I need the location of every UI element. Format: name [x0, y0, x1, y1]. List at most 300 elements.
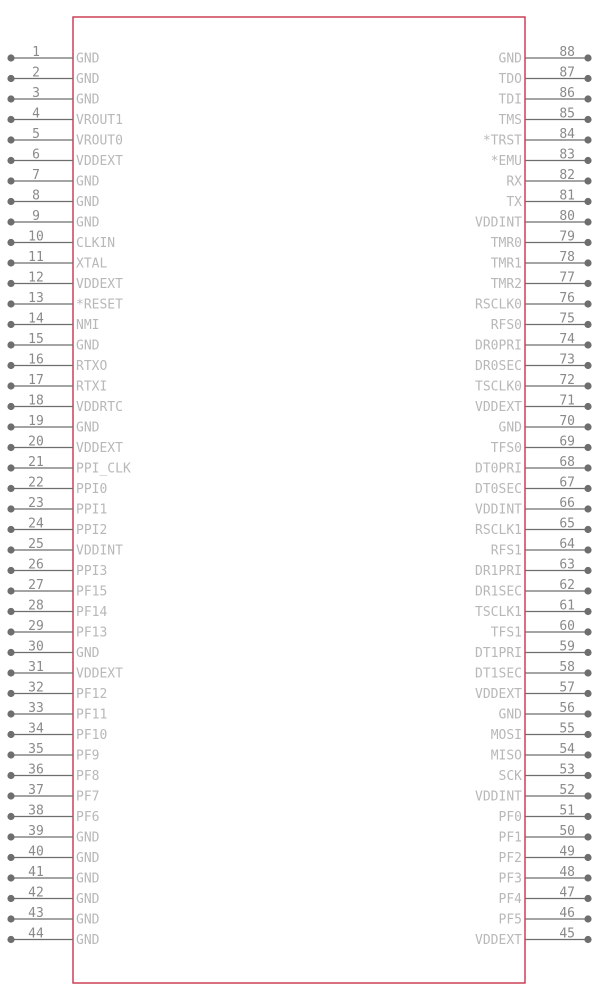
pin-name: TMS [498, 113, 522, 128]
left-pin [7, 373, 107, 395]
pin-name: PPI1 [76, 502, 108, 518]
left-pin [7, 701, 107, 723]
pin-number: 57 [559, 680, 575, 696]
pin-number: 58 [559, 660, 575, 675]
left-pin [7, 189, 99, 211]
pin-number: 10 [28, 229, 44, 245]
pin-end-dot [584, 485, 591, 492]
pin-end-dot [7, 218, 14, 225]
pin-number: 69 [559, 434, 575, 450]
left-pin [7, 455, 131, 477]
left-pin [7, 783, 99, 805]
pin-number: 43 [28, 906, 44, 921]
right-pin [475, 455, 592, 477]
pin-number: 52 [559, 783, 575, 798]
pin-end-dot [7, 731, 14, 738]
pin-name: TMR2 [490, 277, 522, 292]
pin-name: PF7 [76, 789, 100, 805]
left-pin [7, 209, 99, 231]
ic-body-outline [73, 17, 525, 983]
pin-end-dot [7, 792, 14, 799]
pin-end-dot [7, 772, 14, 779]
pin-end-dot [584, 526, 591, 533]
pin-end-dot [584, 710, 591, 717]
right-pin [499, 886, 592, 908]
pin-number: 13 [28, 291, 44, 306]
left-pin-column [7, 45, 131, 948]
pin-name: GND [76, 51, 100, 67]
pin-end-dot [7, 321, 14, 328]
right-pin [506, 189, 591, 211]
right-pin [475, 209, 592, 231]
pin-number: 80 [559, 209, 575, 224]
pin-name: *EMU [490, 154, 522, 169]
pin-end-dot [7, 649, 14, 656]
pin-number: 8 [32, 188, 40, 204]
pin-number: 33 [28, 701, 44, 716]
pin-number: 45 [559, 926, 575, 942]
pin-number: 22 [28, 475, 44, 491]
pin-name: GND [76, 92, 100, 108]
pin-name: MISO [490, 748, 522, 764]
pin-number: 86 [559, 86, 575, 101]
pin-end-dot [584, 813, 591, 820]
pin-end-dot [584, 505, 591, 512]
pin-name: VROUT0 [76, 133, 123, 149]
pin-end-dot [584, 95, 591, 102]
pin-end-dot [584, 854, 591, 861]
right-pin [475, 332, 592, 354]
pin-name: GND [76, 851, 100, 866]
pin-end-dot [584, 157, 591, 164]
pin-end-dot [7, 177, 14, 184]
pin-name: GND [76, 871, 100, 887]
left-pin [7, 435, 123, 457]
right-pin [499, 804, 592, 826]
pin-end-dot [584, 382, 591, 389]
pin-name: RSCLK0 [475, 297, 522, 313]
pin-name: GND [498, 707, 522, 723]
pin-number: 7 [32, 168, 40, 183]
pin-number: 79 [559, 229, 575, 245]
pin-end-dot [7, 813, 14, 820]
pin-name: DR1PRI [475, 564, 522, 579]
pin-end-dot [584, 792, 591, 799]
right-pin [491, 742, 592, 764]
right-pin [475, 660, 592, 682]
pin-name: DR0PRI [475, 338, 522, 354]
right-pin [475, 681, 592, 703]
left-pin [7, 660, 123, 682]
pin-number: 64 [559, 537, 575, 552]
right-pin [475, 517, 592, 539]
pin-name: PF13 [76, 625, 108, 641]
pin-number: 39 [28, 824, 44, 839]
pin-name: GND [76, 338, 100, 354]
right-pin [491, 435, 592, 457]
pin-name: VROUT1 [76, 113, 123, 128]
pin-number: 40 [28, 844, 44, 860]
pin-number: 35 [28, 742, 44, 757]
left-pin [7, 332, 99, 354]
pin-name: GND [498, 420, 522, 436]
right-pin [491, 312, 592, 334]
pin-name: GND [498, 51, 522, 67]
pin-end-dot [584, 874, 591, 881]
pin-end-dot [7, 444, 14, 451]
left-pin [7, 722, 107, 744]
pin-number: 65 [559, 516, 575, 532]
pin-name: PF10 [76, 728, 108, 743]
pin-end-dot [584, 116, 591, 123]
pin-name: TSCLK1 [475, 605, 522, 620]
pin-end-dot [7, 608, 14, 615]
right-pin [475, 783, 592, 805]
pin-number: 25 [28, 537, 44, 552]
left-pin [7, 312, 99, 334]
pin-number: 76 [559, 291, 575, 306]
left-pin [7, 537, 123, 559]
right-pin [499, 763, 592, 785]
pin-end-dot [7, 690, 14, 697]
pin-number: 84 [559, 127, 575, 142]
pin-name: PF11 [76, 707, 108, 723]
right-pin [499, 701, 592, 723]
left-pin [7, 496, 107, 518]
pin-end-dot [7, 259, 14, 266]
right-pin [491, 722, 592, 744]
pin-name: PPI0 [76, 482, 108, 497]
pin-number: 36 [28, 762, 44, 778]
pin-end-dot [584, 690, 591, 697]
pin-number: 26 [28, 557, 44, 573]
left-pin [7, 66, 99, 88]
pin-number: 75 [559, 311, 575, 327]
pin-name: PF15 [76, 584, 108, 600]
right-pin [499, 45, 592, 67]
right-pin [506, 168, 591, 190]
pin-name: PF3 [498, 871, 522, 887]
left-pin [7, 148, 123, 170]
pin-number: 2 [32, 65, 40, 81]
pin-end-dot [7, 505, 14, 512]
pin-end-dot [7, 710, 14, 717]
right-pin [475, 496, 592, 518]
left-pin [7, 742, 99, 764]
pin-number: 74 [559, 332, 575, 347]
pin-name: VDDEXT [76, 154, 123, 169]
pin-end-dot [584, 75, 591, 82]
pin-end-dot [584, 731, 591, 738]
pin-name: TFS1 [490, 625, 522, 641]
right-pin [499, 865, 592, 887]
right-pin [499, 414, 592, 436]
pin-name: XTAL [76, 256, 108, 272]
pin-number: 81 [559, 188, 575, 204]
right-pin [475, 373, 592, 395]
pin-number: 29 [28, 619, 44, 634]
right-pin [475, 291, 592, 313]
pin-name: VDDINT [475, 502, 522, 518]
pin-name: TX [506, 195, 522, 210]
left-pin [7, 271, 123, 293]
pin-number: 67 [559, 475, 575, 491]
pin-number: 20 [28, 434, 44, 450]
pin-number: 23 [28, 496, 44, 511]
pin-end-dot [584, 259, 591, 266]
pin-name: PF5 [498, 912, 522, 928]
pin-end-dot [584, 362, 591, 369]
pin-end-dot [584, 321, 591, 328]
pin-number: 63 [559, 557, 575, 573]
pin-name: DT0PRI [475, 461, 522, 477]
pin-number: 41 [28, 865, 44, 880]
pin-number: 34 [28, 721, 44, 737]
pin-number: 46 [559, 906, 575, 921]
pin-name: VDDEXT [475, 687, 522, 702]
pin-number: 73 [559, 352, 575, 368]
pin-end-dot [7, 915, 14, 922]
left-pin [7, 394, 123, 416]
pin-end-dot [7, 628, 14, 635]
pin-end-dot [7, 936, 14, 943]
pin-name: PF8 [76, 769, 100, 784]
left-pin [7, 906, 99, 928]
pin-end-dot [584, 608, 591, 615]
pin-name: PF6 [76, 810, 100, 825]
right-pin [475, 599, 592, 621]
pin-name: RFS0 [490, 318, 522, 333]
pin-name: PPI_CLK [76, 461, 131, 477]
pin-end-dot [584, 772, 591, 779]
left-pin [7, 168, 99, 190]
pin-number: 32 [28, 680, 44, 696]
pin-number: 24 [28, 516, 44, 532]
pin-number: 82 [559, 168, 575, 183]
pin-end-dot [584, 280, 591, 287]
pin-name: GND [76, 215, 100, 231]
pin-number: 71 [559, 393, 575, 409]
pin-end-dot [7, 567, 14, 574]
left-pin [7, 127, 123, 149]
pin-end-dot [7, 136, 14, 143]
pin-number: 77 [559, 270, 575, 286]
right-pin [475, 558, 592, 580]
pin-end-dot [7, 54, 14, 61]
right-pin [491, 271, 592, 293]
pin-number: 4 [32, 106, 40, 122]
left-pin [7, 517, 107, 539]
pin-name: DR0SEC [475, 359, 522, 374]
pin-number: 9 [32, 209, 40, 224]
pin-number: 3 [32, 86, 40, 101]
left-pin [7, 681, 107, 703]
left-pin [7, 763, 99, 785]
pin-end-dot [7, 382, 14, 389]
pin-end-dot [584, 341, 591, 348]
right-pin [491, 619, 592, 641]
pin-name: VDDINT [475, 789, 522, 805]
pin-number: 6 [32, 147, 40, 163]
pin-end-dot [584, 895, 591, 902]
pin-name: GND [76, 933, 100, 948]
pin-end-dot [584, 177, 591, 184]
left-pin [7, 353, 107, 375]
pin-number: 12 [28, 270, 44, 286]
right-pin [499, 845, 592, 867]
left-pin [7, 250, 107, 272]
left-pin [7, 886, 99, 908]
pin-name: PPI3 [76, 564, 108, 579]
left-pin [7, 230, 115, 252]
pin-number: 72 [559, 373, 575, 388]
pin-end-dot [584, 300, 591, 307]
pin-name: *RESET [76, 297, 123, 313]
left-pin [7, 640, 99, 662]
right-pin-column [475, 45, 592, 948]
pin-number: 37 [28, 783, 44, 798]
pin-number: 78 [559, 250, 575, 265]
pin-name: *TRST [482, 133, 522, 149]
left-pin [7, 578, 107, 600]
pin-end-dot [584, 444, 591, 451]
pin-number: 50 [559, 824, 575, 839]
right-pin [475, 476, 592, 498]
pin-number: 27 [28, 578, 44, 593]
pin-name: GND [76, 646, 100, 661]
pin-number: 38 [28, 803, 44, 819]
pin-end-dot [7, 854, 14, 861]
pin-number: 44 [28, 926, 44, 942]
pin-number: 59 [559, 639, 575, 655]
left-pin [7, 107, 123, 129]
pin-number: 31 [28, 660, 44, 675]
left-pin [7, 476, 107, 498]
pin-name: TSCLK0 [475, 379, 522, 395]
pin-number: 30 [28, 639, 44, 655]
pin-end-dot [7, 75, 14, 82]
pin-end-dot [584, 54, 591, 61]
pin-end-dot [584, 751, 591, 758]
pin-name: VDDEXT [76, 441, 123, 456]
right-pin [475, 353, 592, 375]
left-pin [7, 599, 107, 621]
right-pin [491, 230, 592, 252]
pin-end-dot [7, 751, 14, 758]
pin-name: RTXO [76, 359, 108, 374]
pin-name: GND [76, 892, 100, 907]
pin-end-dot [584, 587, 591, 594]
right-pin [475, 394, 592, 416]
pin-end-dot [584, 936, 591, 943]
pin-end-dot [584, 546, 591, 553]
pin-end-dot [7, 280, 14, 287]
pin-number: 66 [559, 496, 575, 511]
pin-end-dot [584, 218, 591, 225]
pin-name: DR1SEC [475, 584, 522, 600]
pin-end-dot [7, 116, 14, 123]
right-pin [499, 824, 592, 846]
pin-name: TMR1 [490, 256, 522, 272]
right-pin [475, 640, 592, 662]
left-pin [7, 558, 107, 580]
pin-number: 56 [559, 701, 575, 716]
pin-end-dot [7, 546, 14, 553]
pin-number: 55 [559, 721, 575, 737]
pin-number: 68 [559, 455, 575, 470]
pin-number: 53 [559, 762, 575, 778]
right-pin [499, 66, 592, 88]
pin-end-dot [7, 874, 14, 881]
pin-number: 51 [559, 803, 575, 819]
pin-name: VDDEXT [475, 933, 522, 948]
pin-end-dot [7, 464, 14, 471]
right-pin [483, 127, 592, 149]
pin-number: 62 [559, 578, 575, 593]
pin-end-dot [7, 587, 14, 594]
pin-end-dot [7, 95, 14, 102]
pin-end-dot [7, 300, 14, 307]
pin-name: GND [76, 72, 100, 87]
pin-number: 16 [28, 352, 44, 368]
pin-number: 15 [28, 332, 44, 347]
pin-number: 42 [28, 885, 44, 901]
pin-name: PF4 [498, 892, 522, 907]
left-pin [7, 45, 99, 67]
pin-end-dot [584, 915, 591, 922]
pin-name: PF1 [498, 830, 522, 846]
pin-number: 87 [559, 65, 575, 81]
pin-name: DT1PRI [475, 646, 522, 661]
pin-number: 88 [559, 45, 575, 60]
pin-number: 83 [559, 147, 575, 163]
pin-end-dot [584, 239, 591, 246]
pin-name: GND [76, 912, 100, 928]
pin-end-dot [7, 157, 14, 164]
pin-name: SCK [498, 769, 522, 784]
pin-name: RSCLK1 [475, 523, 522, 538]
pin-name: DT1SEC [475, 666, 522, 682]
pin-number: 48 [559, 865, 575, 880]
pin-end-dot [584, 833, 591, 840]
pin-name: VDDINT [475, 215, 522, 231]
pin-name: VDDEXT [475, 400, 522, 415]
left-pin [7, 845, 99, 867]
pin-name: TMR0 [490, 236, 522, 251]
pin-name: RX [506, 174, 522, 190]
pin-name: GND [76, 195, 100, 210]
pin-end-dot [584, 669, 591, 676]
pin-name: PF2 [498, 851, 522, 866]
right-pin [475, 927, 592, 949]
left-pin [7, 804, 99, 826]
left-pin [7, 865, 99, 887]
pin-end-dot [584, 464, 591, 471]
pin-name: VDDINT [76, 543, 123, 559]
right-pin [475, 578, 592, 600]
left-pin [7, 619, 107, 641]
left-pin [7, 291, 123, 313]
left-pin [7, 414, 99, 436]
pin-number: 1 [32, 45, 40, 60]
pin-number: 28 [28, 598, 44, 614]
right-pin [491, 537, 592, 559]
pin-name: PF9 [76, 748, 100, 764]
left-pin [7, 824, 99, 846]
pin-name: MOSI [490, 728, 522, 743]
pin-name: GND [76, 830, 100, 846]
pin-number: 85 [559, 106, 575, 122]
